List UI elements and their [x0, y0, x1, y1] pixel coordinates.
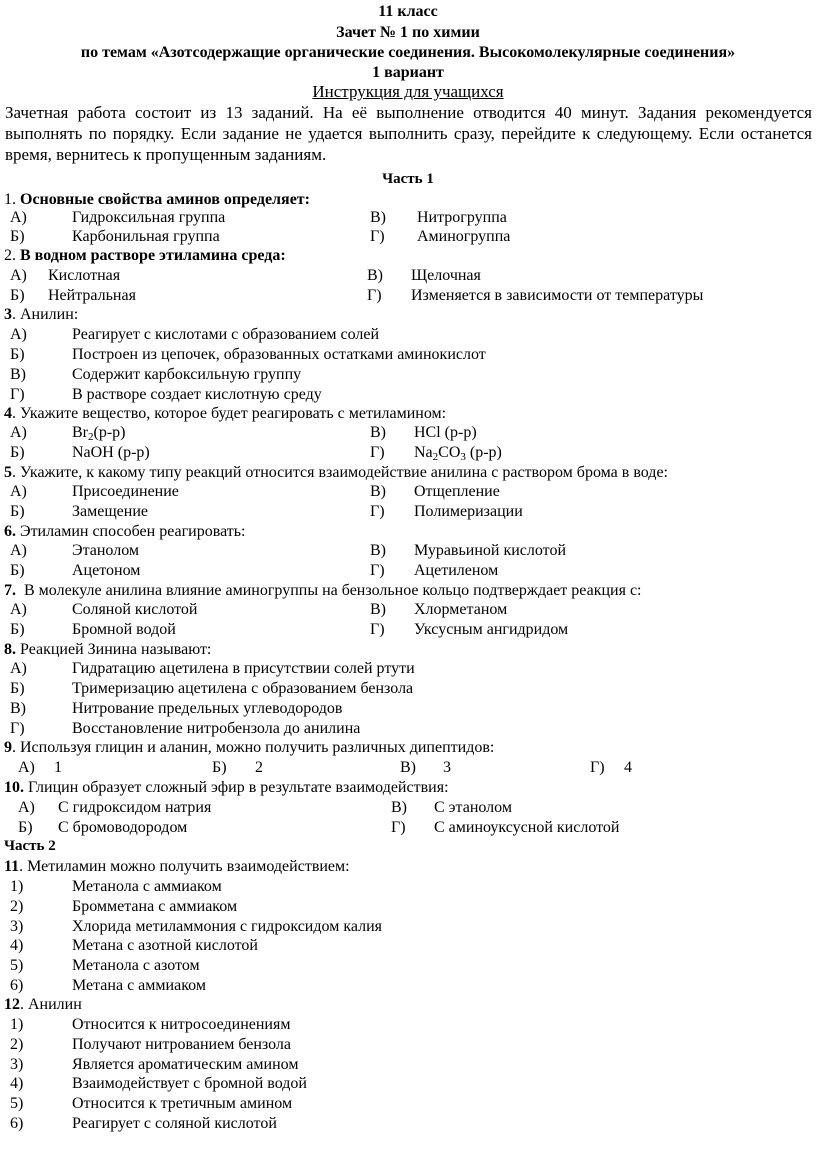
list-item-number: 6): [10, 977, 24, 994]
option-label: Б): [10, 228, 25, 245]
option-text: Отщепление: [414, 483, 500, 500]
option-text: Ацетоном: [72, 562, 141, 579]
list-item-text: Является ароматическим амином: [72, 1055, 299, 1073]
option-text: С этанолом: [434, 799, 512, 816]
option-label: А): [18, 759, 35, 776]
list-item-text: Метанола с аммиаком: [72, 878, 222, 895]
option-text: Содержит карбоксильную группу: [72, 366, 302, 383]
option-text: Гидроксильная группа: [72, 209, 226, 226]
list-item-text: Бромметана с аммиаком: [72, 897, 238, 915]
option-label: Г): [10, 386, 25, 403]
list-item-number: 2): [10, 897, 24, 915]
option-text: Тримеризацию ацетилена с образованием бензола: [72, 680, 414, 697]
list-item-number: 6): [10, 1115, 24, 1132]
option-label: Г): [370, 503, 385, 520]
question-2: 2. В водном растворе этиламина среда:: [4, 247, 286, 264]
instruction-title: Инструкция для учащихся: [312, 82, 504, 101]
question-8: 8. Реакцией Зинина называют:: [4, 641, 212, 658]
option-label: В): [370, 542, 386, 559]
question-3: 3. Анилин:: [4, 306, 79, 323]
list-item-text: Метанола с азотом: [72, 957, 200, 975]
option-text: Нитрогруппа: [417, 209, 507, 226]
option-text: Уксусным ангидридом: [414, 621, 569, 638]
option-text: С гидроксидом натрия: [58, 799, 212, 816]
option-label: В): [370, 209, 386, 226]
option-text: Бромной водой: [72, 621, 176, 638]
option-label: Б): [18, 819, 33, 836]
test-title: Зачет № 1 по химии: [336, 24, 480, 41]
option-label: А): [10, 601, 27, 618]
option-label: В): [391, 799, 407, 816]
option-label: Г): [370, 562, 385, 579]
option-label: Г): [370, 621, 385, 638]
option-text: Соляной кислотой: [72, 601, 198, 618]
option-text: Щелочная: [411, 267, 481, 284]
list-item-text: Получают нитрованием бензола: [72, 1035, 292, 1053]
question-7: 7. В молекуле анилина влияние аминогруппы на бензольное кольцо подтверждает реакция с:: [4, 582, 642, 599]
question-4: 4. Укажите вещество, которое будет реагировать с метиламином:: [4, 405, 447, 422]
option-label: Б): [212, 759, 227, 776]
option-label: Г): [10, 720, 25, 737]
option-label: Г): [367, 287, 382, 304]
option-text: Замещение: [72, 503, 148, 520]
question-9: 9. Используя глицин и аланин, можно получить различных дипептидов:: [4, 739, 495, 756]
list-item-text: Относится к третичным амином: [72, 1095, 293, 1113]
option-text: Полимеризации: [414, 503, 523, 520]
topics-heading: по темам «Азотсодержащие органические соединения. Высокомолекулярные соединения»: [80, 44, 736, 61]
option-label: А): [10, 326, 27, 343]
option-text: 2: [255, 759, 263, 776]
grade-heading: 11 класс: [378, 3, 438, 20]
list-item-text: Метана с азотной кислотой: [72, 937, 258, 955]
option-text: Этанолом: [72, 542, 140, 559]
part1-title: Часть 1: [382, 171, 434, 187]
option-text: 3: [443, 759, 451, 776]
option-text: В растворе создает кислотную среду: [72, 386, 322, 403]
option-text: Изменяется в зависимости от температуры: [411, 287, 704, 304]
option-text: Реагирует с кислотами с образованием солей: [72, 326, 380, 343]
question-5: 5. Укажите, к какому типу реакций относится взаимодействие анилина с раствором брома в воде:: [4, 464, 668, 481]
option-label: Б): [10, 562, 25, 579]
option-text: Восстановление нитробензола до анилина: [72, 720, 361, 737]
option-text: 1: [54, 759, 62, 776]
option-label: Б): [10, 346, 25, 363]
option-text: С аминоуксусной кислотой: [434, 819, 620, 836]
question-11: 11. Метиламин можно получить взаимодействием:: [4, 858, 350, 875]
option-label: Г): [370, 444, 385, 461]
option-label: А): [10, 660, 27, 677]
question-1: 1. Основные свойства аминов определяет:: [4, 191, 310, 208]
option-text: Муравьиной кислотой: [414, 542, 567, 559]
option-label: А): [10, 483, 27, 500]
option-label: А): [10, 267, 27, 284]
option-label: В): [10, 366, 26, 383]
list-item-number: 4): [10, 937, 24, 955]
list-item-number: 1): [10, 878, 24, 895]
list-item-text: Относится к нитросоединениям: [72, 1016, 291, 1033]
list-item-text: Хлорида метиламмония с гидроксидом калия: [72, 917, 382, 935]
option-text: Хлорметаном: [414, 601, 508, 618]
option-label: В): [370, 424, 386, 441]
option-text: Присоединение: [72, 483, 179, 500]
list-item-number: 2): [10, 1035, 24, 1053]
part2-title: Часть 2: [4, 838, 56, 854]
question-10: 10. Глицин образует сложный эфир в результате взаимодействия:: [4, 779, 449, 796]
option-text: Нитрование предельных углеводородов: [72, 700, 343, 717]
option-label: В): [370, 483, 386, 500]
option-text: Аминогруппа: [417, 228, 511, 245]
list-item-text: Реагирует с соляной кислотой: [72, 1115, 277, 1132]
list-item-text: Метана с аммиаком: [72, 977, 206, 994]
option-text: 4: [624, 759, 632, 776]
option-label: Б): [10, 621, 25, 638]
option-label: В): [400, 759, 416, 776]
list-item-number: 3): [10, 1055, 24, 1073]
option-text: HCl (р-р): [414, 424, 477, 441]
option-text: $Br_2(р-р)$: [72, 424, 126, 443]
list-item-text: Взаимодействует с бромной водой: [72, 1075, 307, 1093]
option-label: А): [10, 424, 27, 441]
option-text: С бромоводородом: [58, 819, 188, 836]
option-label: Б): [10, 287, 25, 304]
instruction-text: Зачетная работа состоит из 13 заданий. На её выполнение отводится 40 минут. Задания рекомендуется выполнять по порядку. Если задание не удается выполнить сразу, перейдите к следующему. Если останется время, вернитесь к пропущенным заданиям.: [5, 103, 812, 164]
option-label: А): [18, 799, 35, 816]
option-label: Б): [10, 680, 25, 697]
option-label: В): [367, 267, 383, 284]
list-item-number: 4): [10, 1075, 24, 1093]
option-text: $Na_2CO_3$ (р-р): [414, 444, 502, 463]
option-text: Нейтральная: [48, 287, 136, 304]
option-label: Б): [10, 444, 25, 461]
option-text: Кислотная: [48, 267, 121, 284]
list-item-number: 5): [10, 1095, 24, 1113]
list-item-number: 1): [10, 1016, 24, 1033]
option-label: Г): [391, 819, 406, 836]
question-6: 6. Этиламин способен реагировать:: [4, 523, 246, 540]
list-item-number: 5): [10, 957, 24, 975]
option-label: В): [10, 700, 26, 717]
option-label: А): [10, 209, 27, 226]
option-text: Построен из цепочек, образованных остатками аминокислот: [72, 346, 486, 363]
option-text: Карбонильная группа: [72, 228, 220, 245]
option-label: Г): [590, 759, 605, 776]
variant-heading: 1 вариант: [372, 64, 444, 81]
option-label: В): [370, 601, 386, 618]
option-text: Ацетиленом: [414, 562, 499, 579]
list-item-number: 3): [10, 917, 24, 935]
option-label: Б): [10, 503, 25, 520]
option-label: А): [10, 542, 27, 559]
option-text: Гидратацию ацетилена в присутствии солей ртути: [72, 660, 415, 677]
option-label: Г): [370, 228, 385, 245]
option-text: NaOH (р-р): [72, 444, 150, 461]
question-12: 12. Анилин: [4, 996, 82, 1013]
